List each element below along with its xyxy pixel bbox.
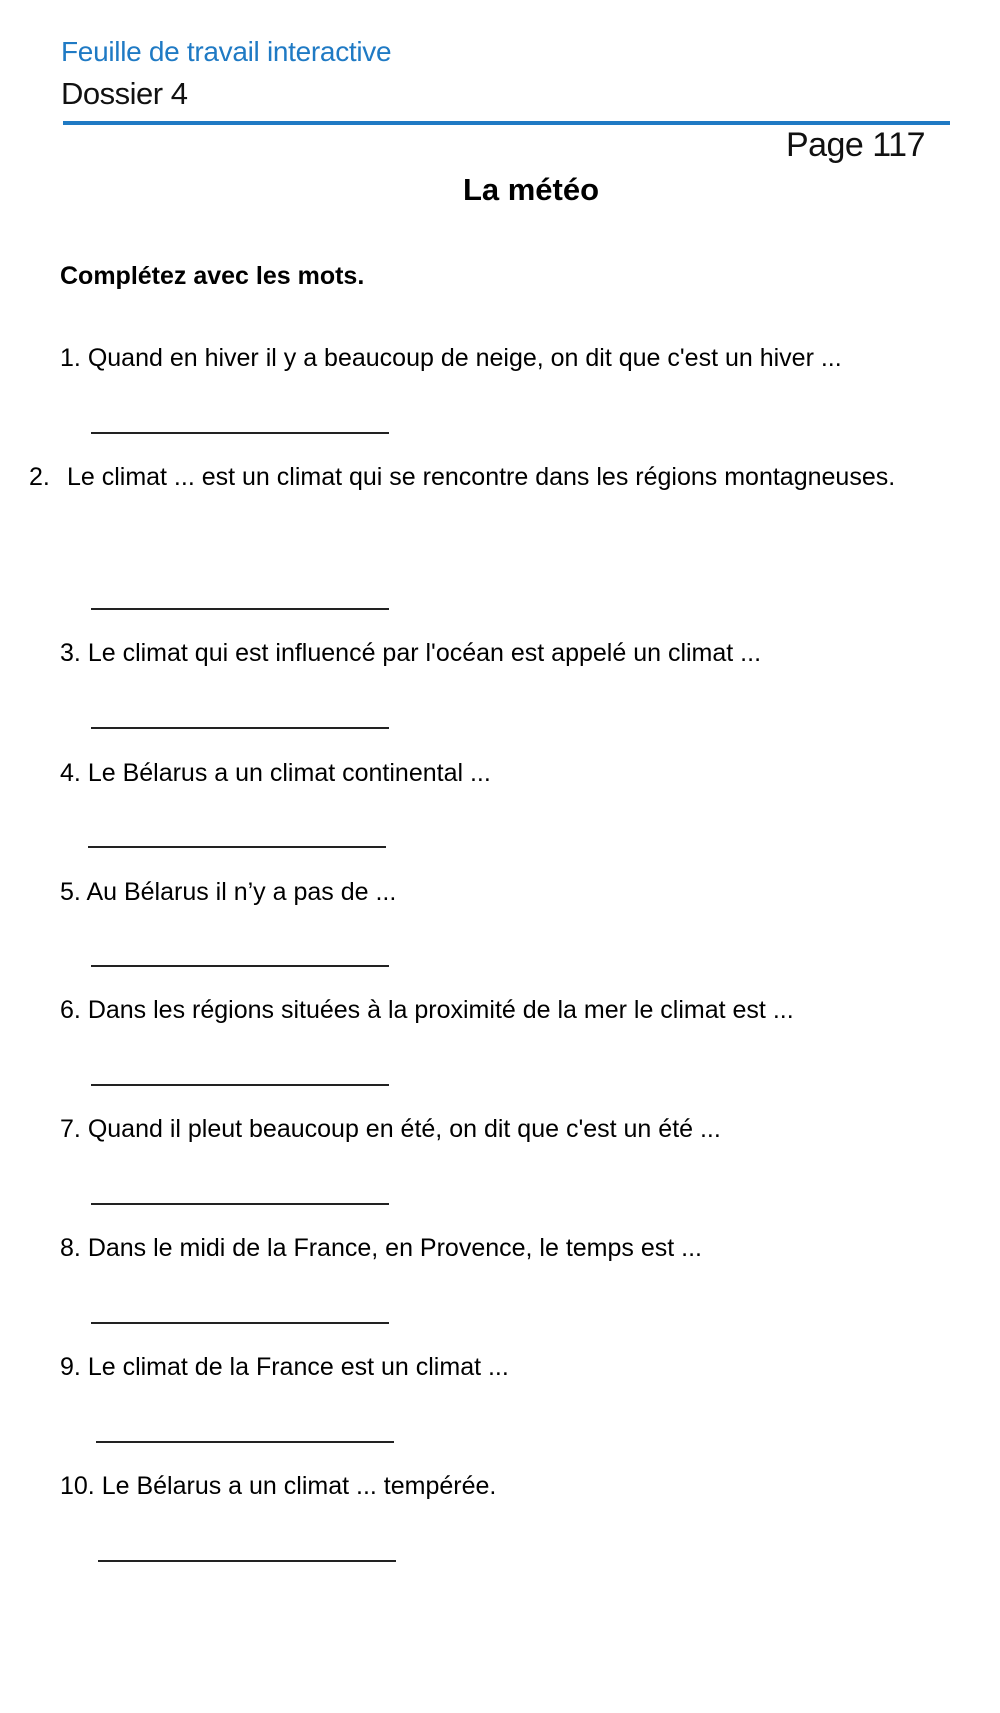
question-2: 2. Le climat ... est un climat qui se rencontre dans les régions montagneuses.: [29, 463, 896, 491]
question-text: Dans le midi de la France, en Provence, le temps est ...: [87, 1234, 702, 1262]
question-text: Le Bélarus a un climat continental ...: [87, 759, 491, 787]
question-6: [60, 982, 794, 1038]
answer-blank-8[interactable]: [91, 1322, 389, 1324]
question-number: 5.: [60, 878, 81, 906]
question-number: 10.: [60, 1472, 95, 1500]
question-number: 3.: [60, 639, 81, 667]
answer-blank-5[interactable]: [91, 965, 389, 967]
question-10: [60, 1458, 496, 1514]
question-text: Au Bélarus il n’y a pas de ...: [86, 878, 397, 906]
answer-blank-3[interactable]: [91, 727, 389, 729]
question-9: [60, 1339, 509, 1395]
dossier-title: Dossier 4: [61, 76, 188, 111]
answer-blank-6[interactable]: [91, 1084, 389, 1086]
header-divider: [63, 121, 950, 125]
question-number: 1.: [60, 344, 81, 372]
question-text: Le climat ... est un climat qui se rencontre dans les régions montagneuses.: [66, 463, 896, 491]
answer-blank-9[interactable]: [96, 1441, 394, 1443]
answer-blank-10[interactable]: [98, 1560, 396, 1562]
answer-blank-2[interactable]: [91, 608, 389, 610]
question-8: [60, 1220, 702, 1276]
page-title: La météo: [462, 172, 600, 207]
question-number: 7.: [60, 1115, 81, 1143]
answer-blank-7[interactable]: [91, 1203, 389, 1205]
question-3: [60, 625, 761, 681]
question-text: Le Bélarus a un climat ... tempérée.: [101, 1472, 497, 1500]
question-text: Quand il pleut beaucoup en été, on dit que c'est un été ...: [87, 1115, 721, 1143]
question-number: 4.: [60, 759, 81, 787]
question-text: Dans les régions situées à la proximité de la mer le climat est ...: [87, 996, 794, 1024]
question-5: [60, 864, 396, 920]
question-4: [60, 745, 491, 801]
page-number: Page 117: [785, 126, 925, 164]
worksheet-subtitle: Feuille de travail interactive: [61, 36, 392, 67]
question-text: Quand en hiver il y a beaucoup de neige, on dit que c'est un hiver ...: [87, 344, 842, 372]
question-number: 6.: [60, 996, 81, 1024]
question-number: 9.: [60, 1353, 81, 1381]
instruction: Complétez avec les mots.: [60, 262, 365, 290]
question-1: [60, 330, 842, 386]
question-text: Le climat de la France est un climat ...: [87, 1353, 509, 1381]
answer-blank-4[interactable]: [88, 846, 386, 848]
answer-blank-1[interactable]: [91, 432, 389, 434]
question-7: [60, 1101, 721, 1157]
question-text: Le climat qui est influencé par l'océan est appelé un climat ...: [87, 639, 762, 667]
question-number: 8.: [60, 1234, 81, 1262]
